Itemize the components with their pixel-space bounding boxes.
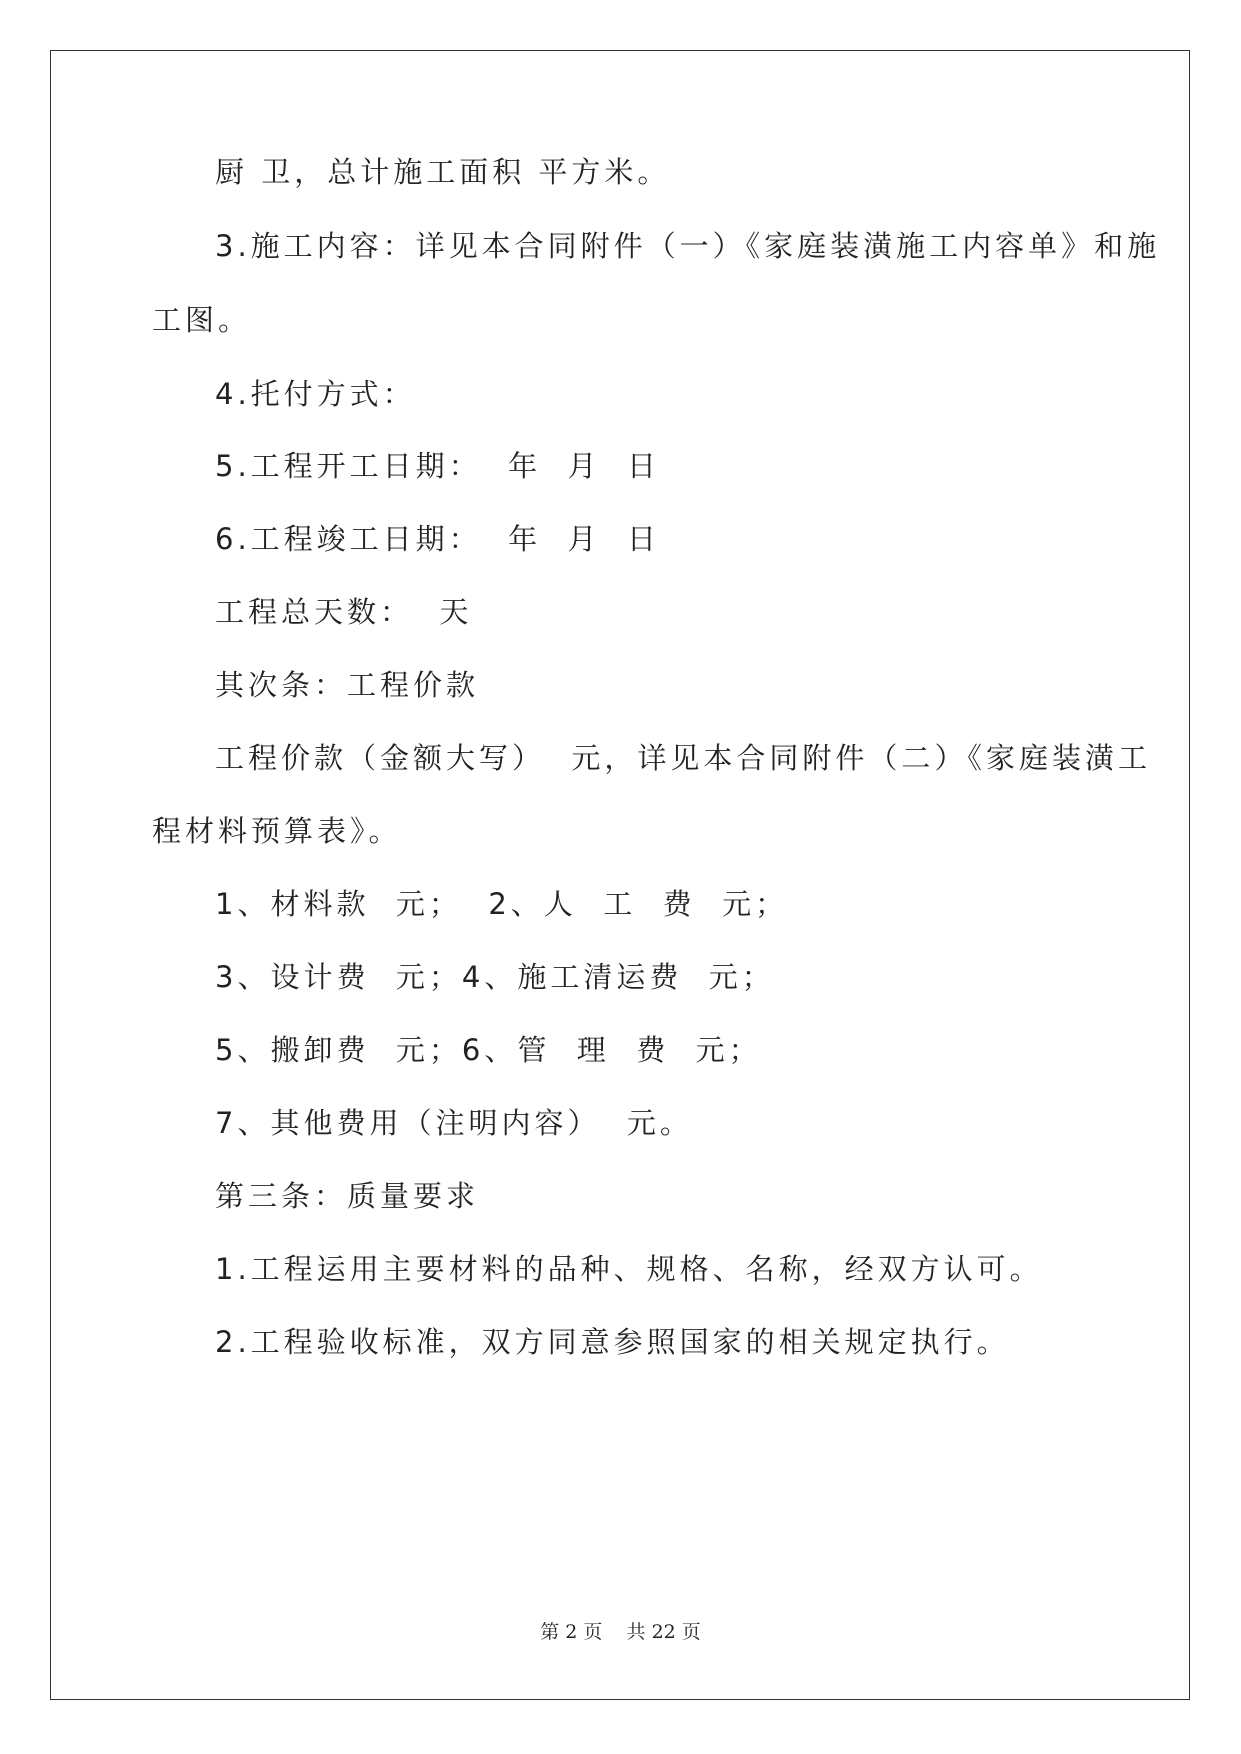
paragraph-line: 厨 卫，总计施工面积 平方米。 (215, 155, 671, 189)
page-number-footer: 第 2 页 共 22 页 (540, 1621, 701, 1643)
section-heading: 第三条：质量要求 (215, 1179, 480, 1213)
paragraph-line: 2.工程验收标准，双方同意参照国家的相关规定执行。 (215, 1325, 1010, 1359)
paragraph-line: 工图。 (152, 303, 252, 337)
page-border (50, 50, 1190, 1700)
paragraph-line: 3、设计费 元；4、施工清运费 元； (215, 960, 775, 994)
paragraph-line: 6.工程竣工日期： 年 月 日 (215, 522, 660, 556)
section-heading: 其次条：工程价款 (215, 668, 480, 702)
paragraph-line: 工程价款（金额大写） 元，详见本合同附件（二）《家庭装潢工 (215, 741, 1151, 775)
paragraph-line: 4.托付方式： (215, 377, 416, 411)
paragraph-line: 工程总天数： 天 (215, 595, 473, 629)
paragraph-line: 1、材料款 元； 2、人 工 费 元； (215, 887, 789, 921)
paragraph-line: 7、其他费用（注明内容） 元。 (215, 1106, 693, 1140)
paragraph-line: 5.工程开工日期： 年 月 日 (215, 449, 660, 483)
paragraph-line: 5、搬卸费 元；6、管 理 费 元； (215, 1033, 762, 1067)
paragraph-line: 1.工程运用主要材料的品种、规格、名称，经双方认可。 (215, 1252, 1043, 1286)
paragraph-line: 3.施工内容：详见本合同附件（一）《家庭装潢施工内容单》和施 (215, 229, 1161, 263)
paragraph-line: 程材料预算表》。 (152, 814, 402, 848)
